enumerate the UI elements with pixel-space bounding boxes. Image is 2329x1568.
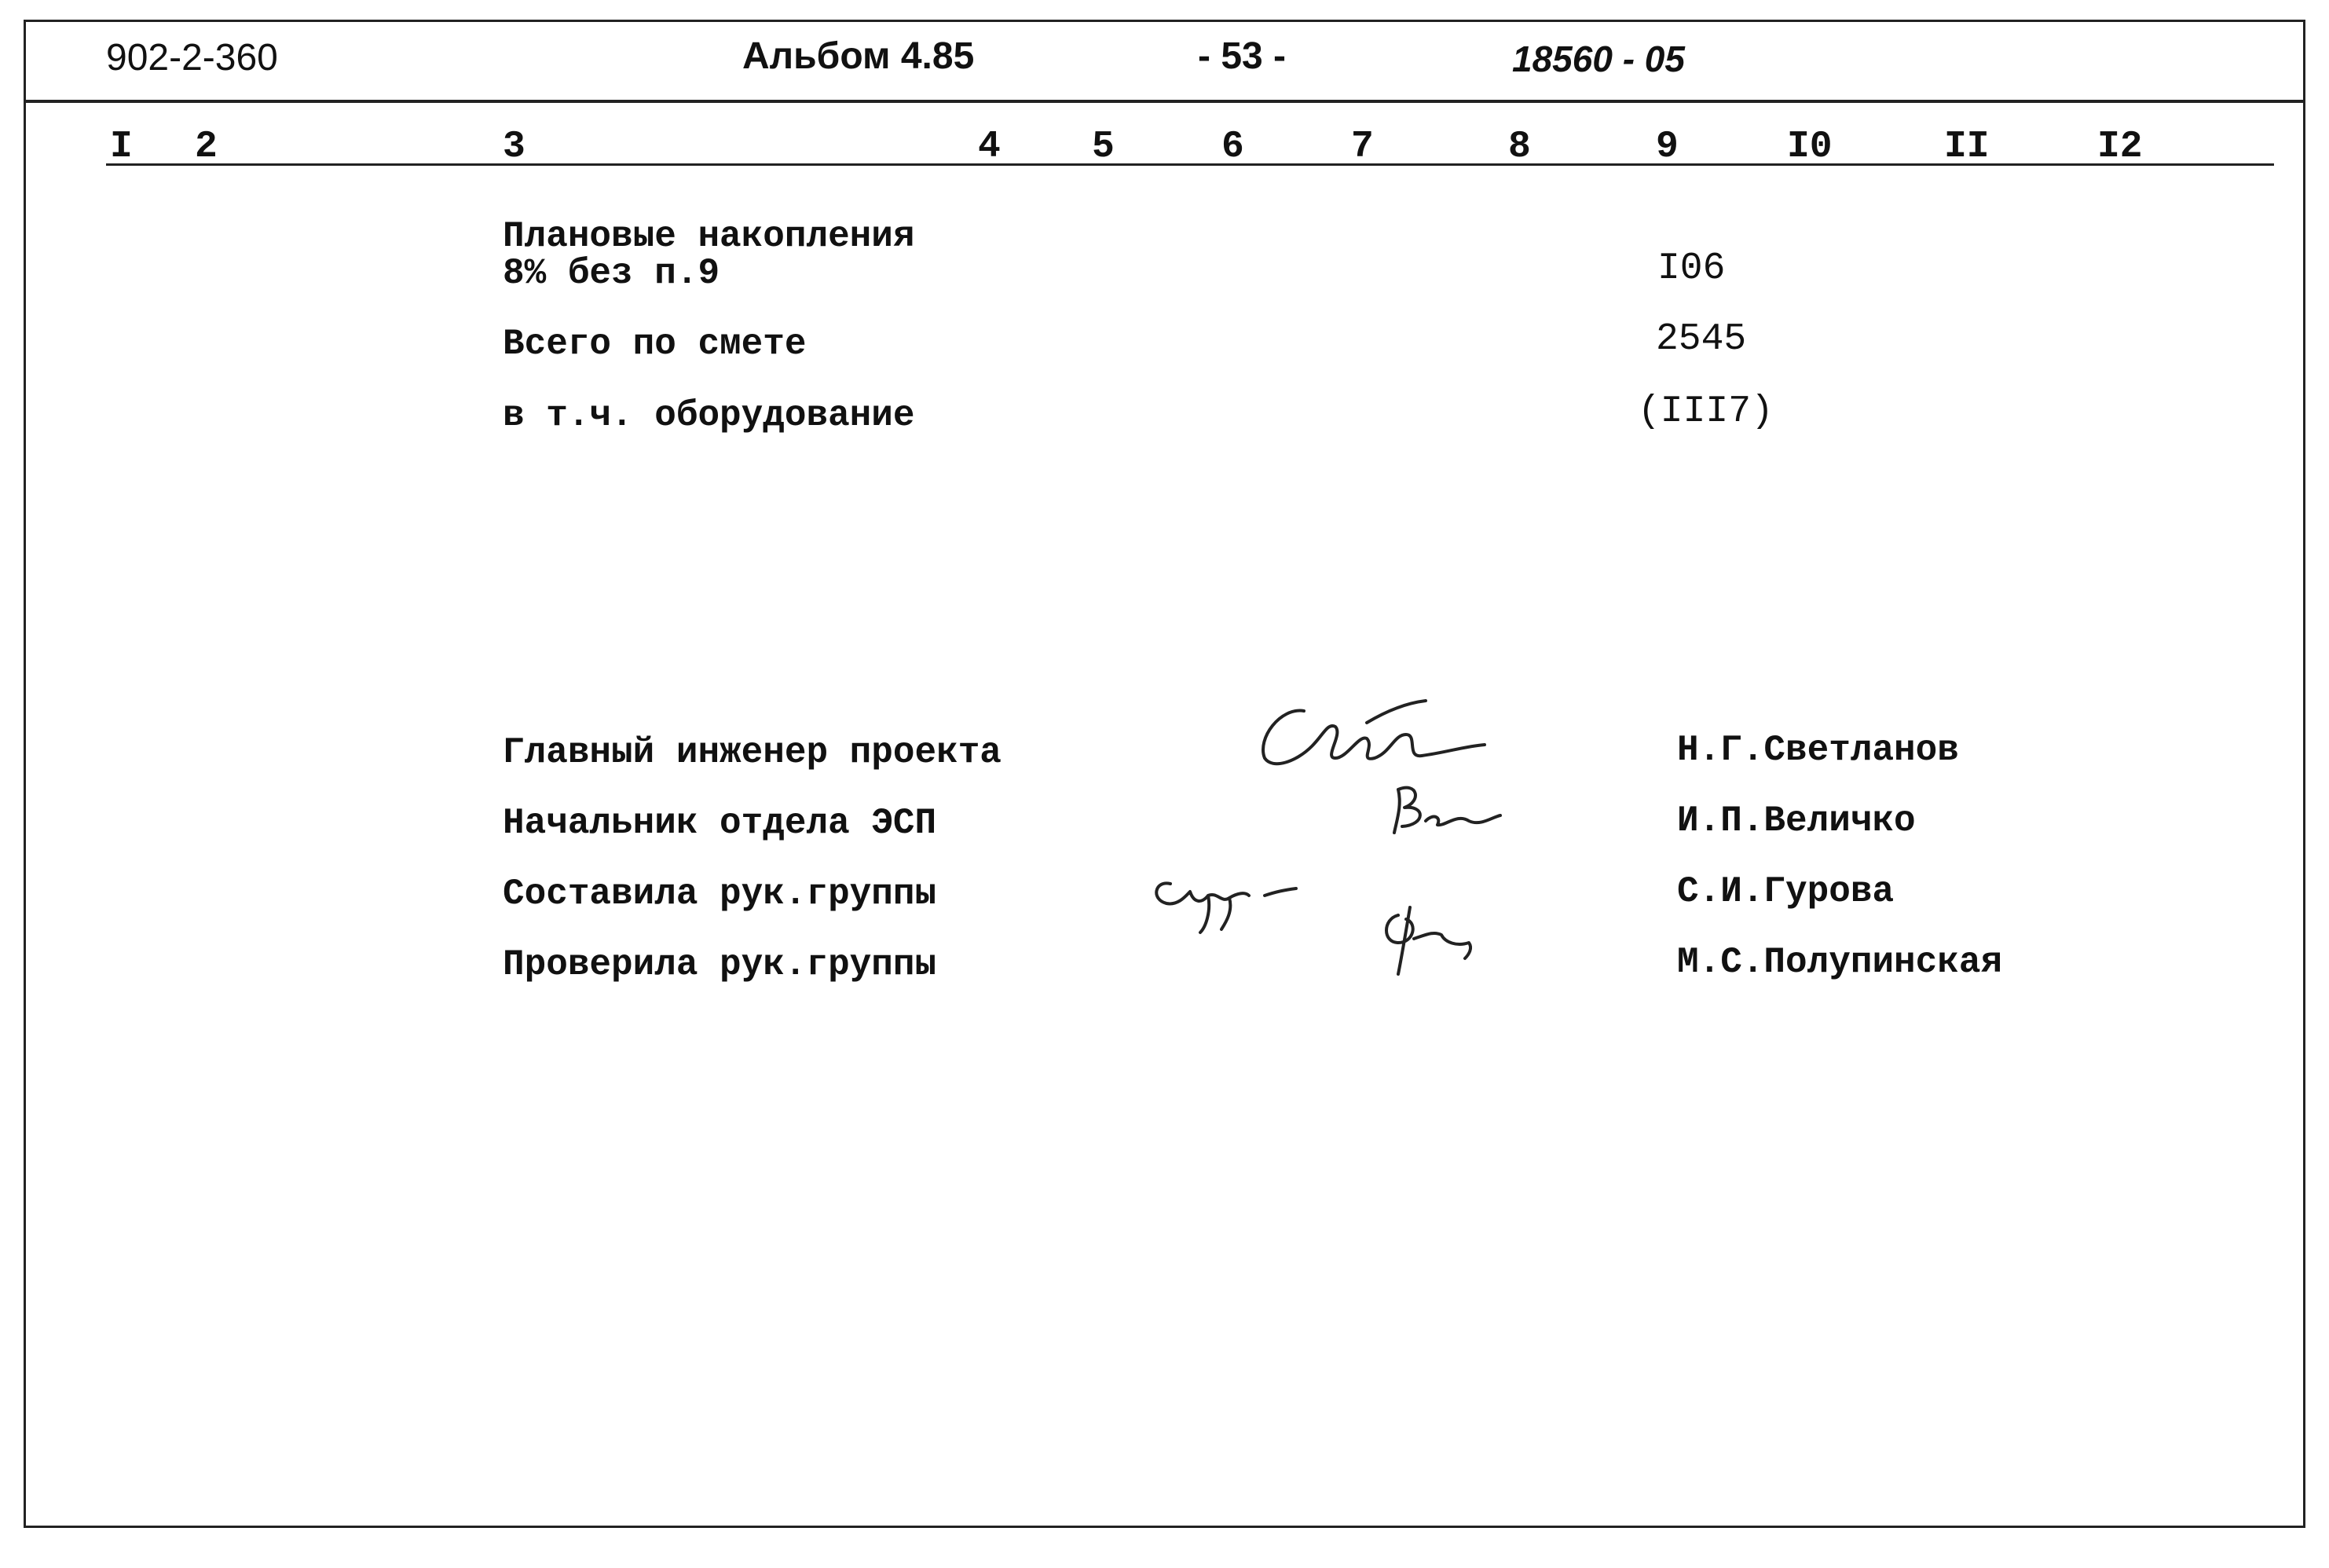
column-number: 4 <box>978 126 1001 168</box>
column-number: 3 <box>503 126 525 168</box>
signatory-role: Составила рук.группы <box>503 874 937 914</box>
column-number: I <box>110 126 133 168</box>
column-number: I2 <box>2097 126 2143 168</box>
signatory-name: Н.Г.Светланов <box>1677 730 1959 771</box>
column-number: 5 <box>1092 126 1115 168</box>
signatory-role: Начальник отдела ЭСП <box>503 803 937 844</box>
column-number: 8 <box>1508 126 1531 168</box>
project-code: 902-2-360 <box>106 37 278 79</box>
planned-savings-value: I06 <box>1657 247 1726 290</box>
planned-savings-label-line1: Плановые накопления <box>503 216 915 257</box>
planned-savings-label-line2: 8% без п.9 <box>503 253 720 294</box>
column-number: 2 <box>195 126 218 168</box>
header-rule <box>26 100 2304 103</box>
column-number: 7 <box>1351 126 1374 168</box>
column-number: 9 <box>1656 126 1679 168</box>
document-number: 18560 - 05 <box>1512 38 1685 79</box>
signature-compiler <box>1147 868 1327 939</box>
column-number: II <box>1944 126 1990 168</box>
signatory-role: Главный инженер проекта <box>503 732 1002 773</box>
signatory-name: С.И.Гурова <box>1677 871 1895 912</box>
signature-chief-engineer <box>1249 691 1500 778</box>
total-label: Всего по смете <box>503 324 807 365</box>
page-frame <box>24 20 2305 1528</box>
equipment-label: в т.ч. оборудование <box>503 395 915 436</box>
signatory-name: И.П.Величко <box>1677 800 1916 841</box>
signatory-name: М.С.Полупинская <box>1677 942 2003 983</box>
column-number: 6 <box>1221 126 1244 168</box>
column-number: I0 <box>1787 126 1833 168</box>
album-label: Альбом 4.85 <box>742 35 975 77</box>
signatory-role: Проверила рук.группы <box>503 944 937 985</box>
signature-department-head <box>1382 778 1516 841</box>
signature-checker <box>1371 899 1489 978</box>
page-number: - 53 - <box>1198 35 1287 77</box>
equipment-value: (III7) <box>1638 390 1774 433</box>
total-value: 2545 <box>1656 318 1747 361</box>
